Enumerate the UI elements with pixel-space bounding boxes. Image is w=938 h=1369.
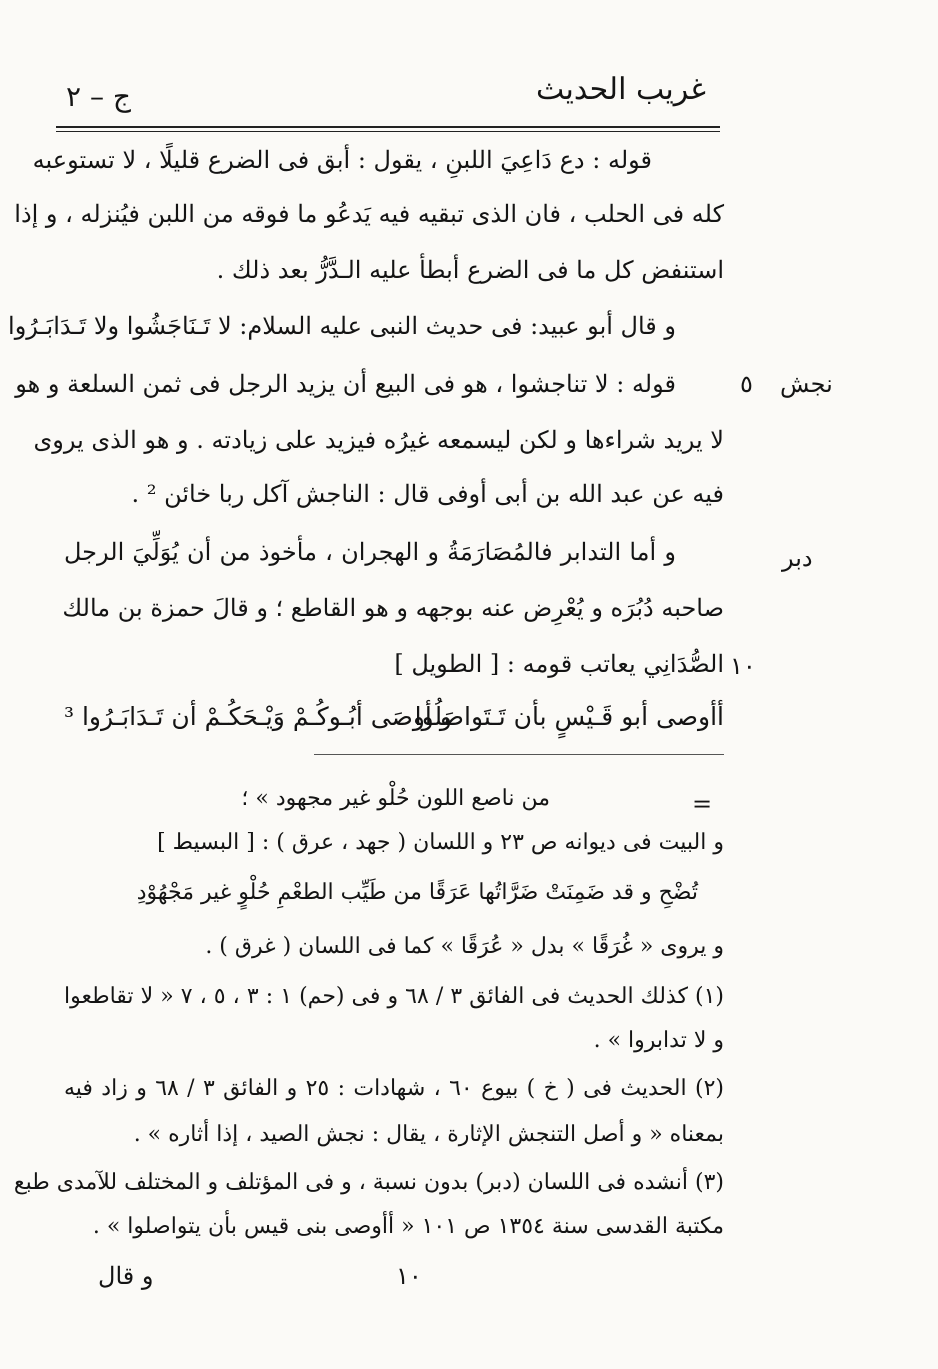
- footnote-3-line-1: (٣) أنشده فى اللسان (دبر) بدون نسبة ، و فى المؤتلف و المختلف للآمدى طبع: [13, 1170, 724, 1195]
- body-line-7: فيه عن عبد الله بن أبى أوفى قال : الناجش آكل ربا خائن ² .: [131, 480, 724, 508]
- footnote-3-line-2: مكتبة القدسى سنة ١٣٥٤ ص ١٠١ « أأوصى بنى قيس بأن يتواصلوا » .: [92, 1214, 724, 1239]
- body-line-6: لا يريد شراءها و لكن ليسمعه غيرُه فيزيد على زيادته . و هو الذى يروى: [33, 426, 724, 454]
- footnote-bayt-verse: تُضْحِ و قد ضَمِنَتْ ضَرَّاتُها عَرَقًا من طَيِّب الطعْمِ حُلْوٍ غير مَجْهُوْدِ: [136, 880, 698, 905]
- running-title: غريب الحديث: [536, 72, 706, 107]
- footnote-1-line-2: و لا تدابروا » .: [593, 1028, 724, 1053]
- verse-hemistich-2: و أوصَى أبُـوكُـمْ وَيْـحَكُـمْ أن تَـدَابَـرُوا ³: [64, 702, 452, 731]
- margin-keyword-najsh: نجش: [780, 370, 833, 398]
- body-line-3: استنفض كل ما فى الضرع أبطأ عليه الـدَّرُّ بعد ذلك .: [216, 256, 724, 284]
- body-line-8: و أما التدابر فالمُصَارَمَةُ و الهجران ، مأخوذ من أن يُوَلِّيَ الرجل: [64, 538, 676, 566]
- footnote-variant-reading: و يروى « غُرَقًا » بدل « عُرَقًا » كما فى اللسان ( غرق ) .: [205, 934, 724, 959]
- page-number: ١٠: [396, 1262, 422, 1290]
- verse-hemistich-1: أأوصى أبو قَـيْسٍ بأن تَـتَواصَلُوا: [414, 702, 724, 731]
- header-rule-thin: [56, 131, 720, 132]
- body-line-9: صاحبه دُبُرَه و يُعْرِض عنه بوجهه و هو القاطع ؛ و قالَ حمزة بن مالك: [62, 594, 724, 622]
- margin-keyword-dabr: دبر: [782, 544, 813, 572]
- body-line-2: كله فى الحلب ، فان الذى تبقيه فيه يَدعُو ما فوقه من اللبن فيُنزله ، و إذا: [14, 200, 724, 228]
- footnote-2-line-1: (٢) الحديث فى ( خ ) بيوع ٦٠ ، شهادات : ٢٥ و الفائق ٣ / ٦٨ و زاد فيه: [64, 1076, 724, 1101]
- footnote-1-line-1: (١) كذلك الحديث فى الفائق ٣ / ٦٨ و فى (حم) ١ : ٣ ، ٥ ، ٧ « لا تقاطعوا: [64, 984, 724, 1009]
- margin-line-number-10: ١٠: [730, 652, 756, 680]
- body-line-4: و قال أبو عبيد: فى حديث النبى عليه السلام: لا تَـنَاجَشُوا ولا تَـدَابَـرُوا: [8, 312, 676, 340]
- footnote-continuation-line: من ناصع اللون حُلْو غير مجهود » ؛: [241, 786, 550, 811]
- header-rule: [56, 126, 720, 128]
- margin-line-number-5: ٥: [740, 370, 753, 398]
- body-line-10: الصُّدَانِي يعاتب قومه : [ الطويل ]: [394, 650, 724, 678]
- volume-label: ج – ٢: [66, 80, 131, 113]
- footnote-2-line-2: بمعناه « و أصل التنجش الإثارة ، يقال : نجش الصيد ، إذا أثاره » .: [133, 1122, 724, 1147]
- body-line-5: قوله : لا تناجشوا ، هو فى البيع أن يزيد الرجل فى ثمن السلعة و هو: [15, 370, 676, 398]
- body-line-1: قوله : دع دَاعِيَ اللبنِ ، يقول : أبق فى الضرع قليلًا ، لا تستوعبه: [32, 146, 652, 174]
- continuation-mark: =: [692, 790, 713, 818]
- footnote-rule: [314, 754, 724, 755]
- footnote-bayt-intro: و البيت فى ديوانه ص ٢٣ و اللسان ( جهد ، عرق ) : [ البسيط ]: [157, 830, 724, 855]
- catchword: و قال: [98, 1262, 154, 1290]
